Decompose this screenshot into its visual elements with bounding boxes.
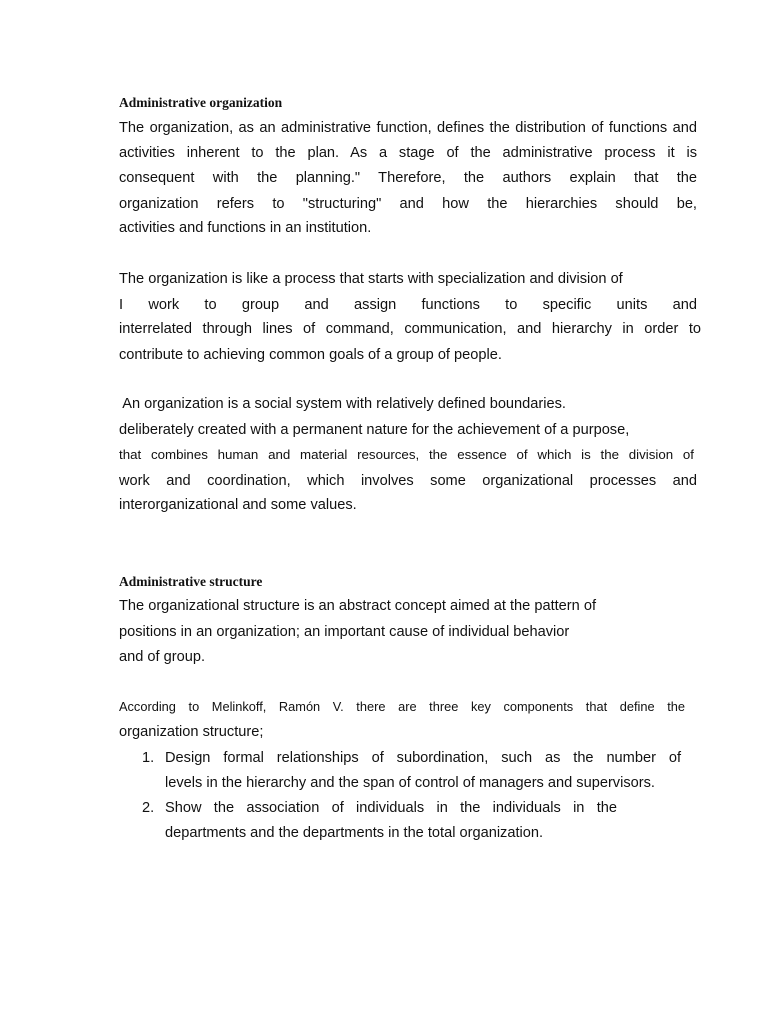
paragraph-line: I work to group and assign functions to specific units and bbox=[119, 297, 697, 313]
paragraph-line: The organizational structure is an abstract concept aimed at the pattern of bbox=[119, 598, 596, 614]
paragraph-line: interrelated through lines of command, communication, and hierarchy in order to bbox=[119, 321, 701, 337]
paragraph-line: that combines human and material resources, the essence of which is the division of bbox=[119, 447, 694, 462]
list-item-line: Design formal relationships of subordination, such as the number of bbox=[165, 750, 681, 766]
list-number: 1. bbox=[142, 750, 155, 766]
paragraph-line: and of group. bbox=[119, 649, 206, 665]
section-heading-administrative-structure: Administrative structure bbox=[119, 574, 263, 589]
list-number: 2. bbox=[142, 800, 155, 816]
list-item-line: levels in the hierarchy and the span of control of managers and supervisors. bbox=[165, 775, 655, 791]
paragraph-line: organization refers to "structuring" and how the hierarchies should be, bbox=[119, 196, 697, 212]
paragraph-line: deliberately created with a permanent nature for the achievement of a purpose, bbox=[119, 422, 630, 438]
paragraph-line: positions in an organization; an important cause of individual behavior bbox=[119, 624, 570, 640]
paragraph-line: interorganizational and some values. bbox=[119, 497, 357, 513]
paragraph-line: According to Melinkoff, Ramón V. there are three key components that define the bbox=[119, 699, 685, 714]
paragraph-line: work and coordination, which involves some organizational processes and bbox=[119, 473, 697, 489]
paragraph-line: The organization is like a process that starts with specialization and division of bbox=[119, 271, 623, 287]
list-item-line: departments and the departments in the total organization. bbox=[165, 825, 544, 841]
paragraph-line: consequent with the planning." Therefore, the authors explain that the bbox=[119, 170, 697, 186]
paragraph-line: organization structure; bbox=[119, 724, 264, 740]
section-heading-administrative-organization: Administrative organization bbox=[119, 95, 283, 110]
paragraph-line: contribute to achieving common goals of a group of people. bbox=[119, 347, 502, 363]
paragraph-line: activities inherent to the plan. As a stage of the administrative process it is bbox=[119, 145, 697, 161]
list-item-line: Show the association of individuals in the individuals in the bbox=[165, 800, 617, 816]
paragraph-line: activities and functions in an institution. bbox=[119, 220, 372, 236]
paragraph-line: An organization is a social system with relatively defined boundaries. bbox=[119, 396, 566, 412]
paragraph-line: The organization, as an administrative function, defines the distribution of functions and bbox=[119, 120, 697, 136]
